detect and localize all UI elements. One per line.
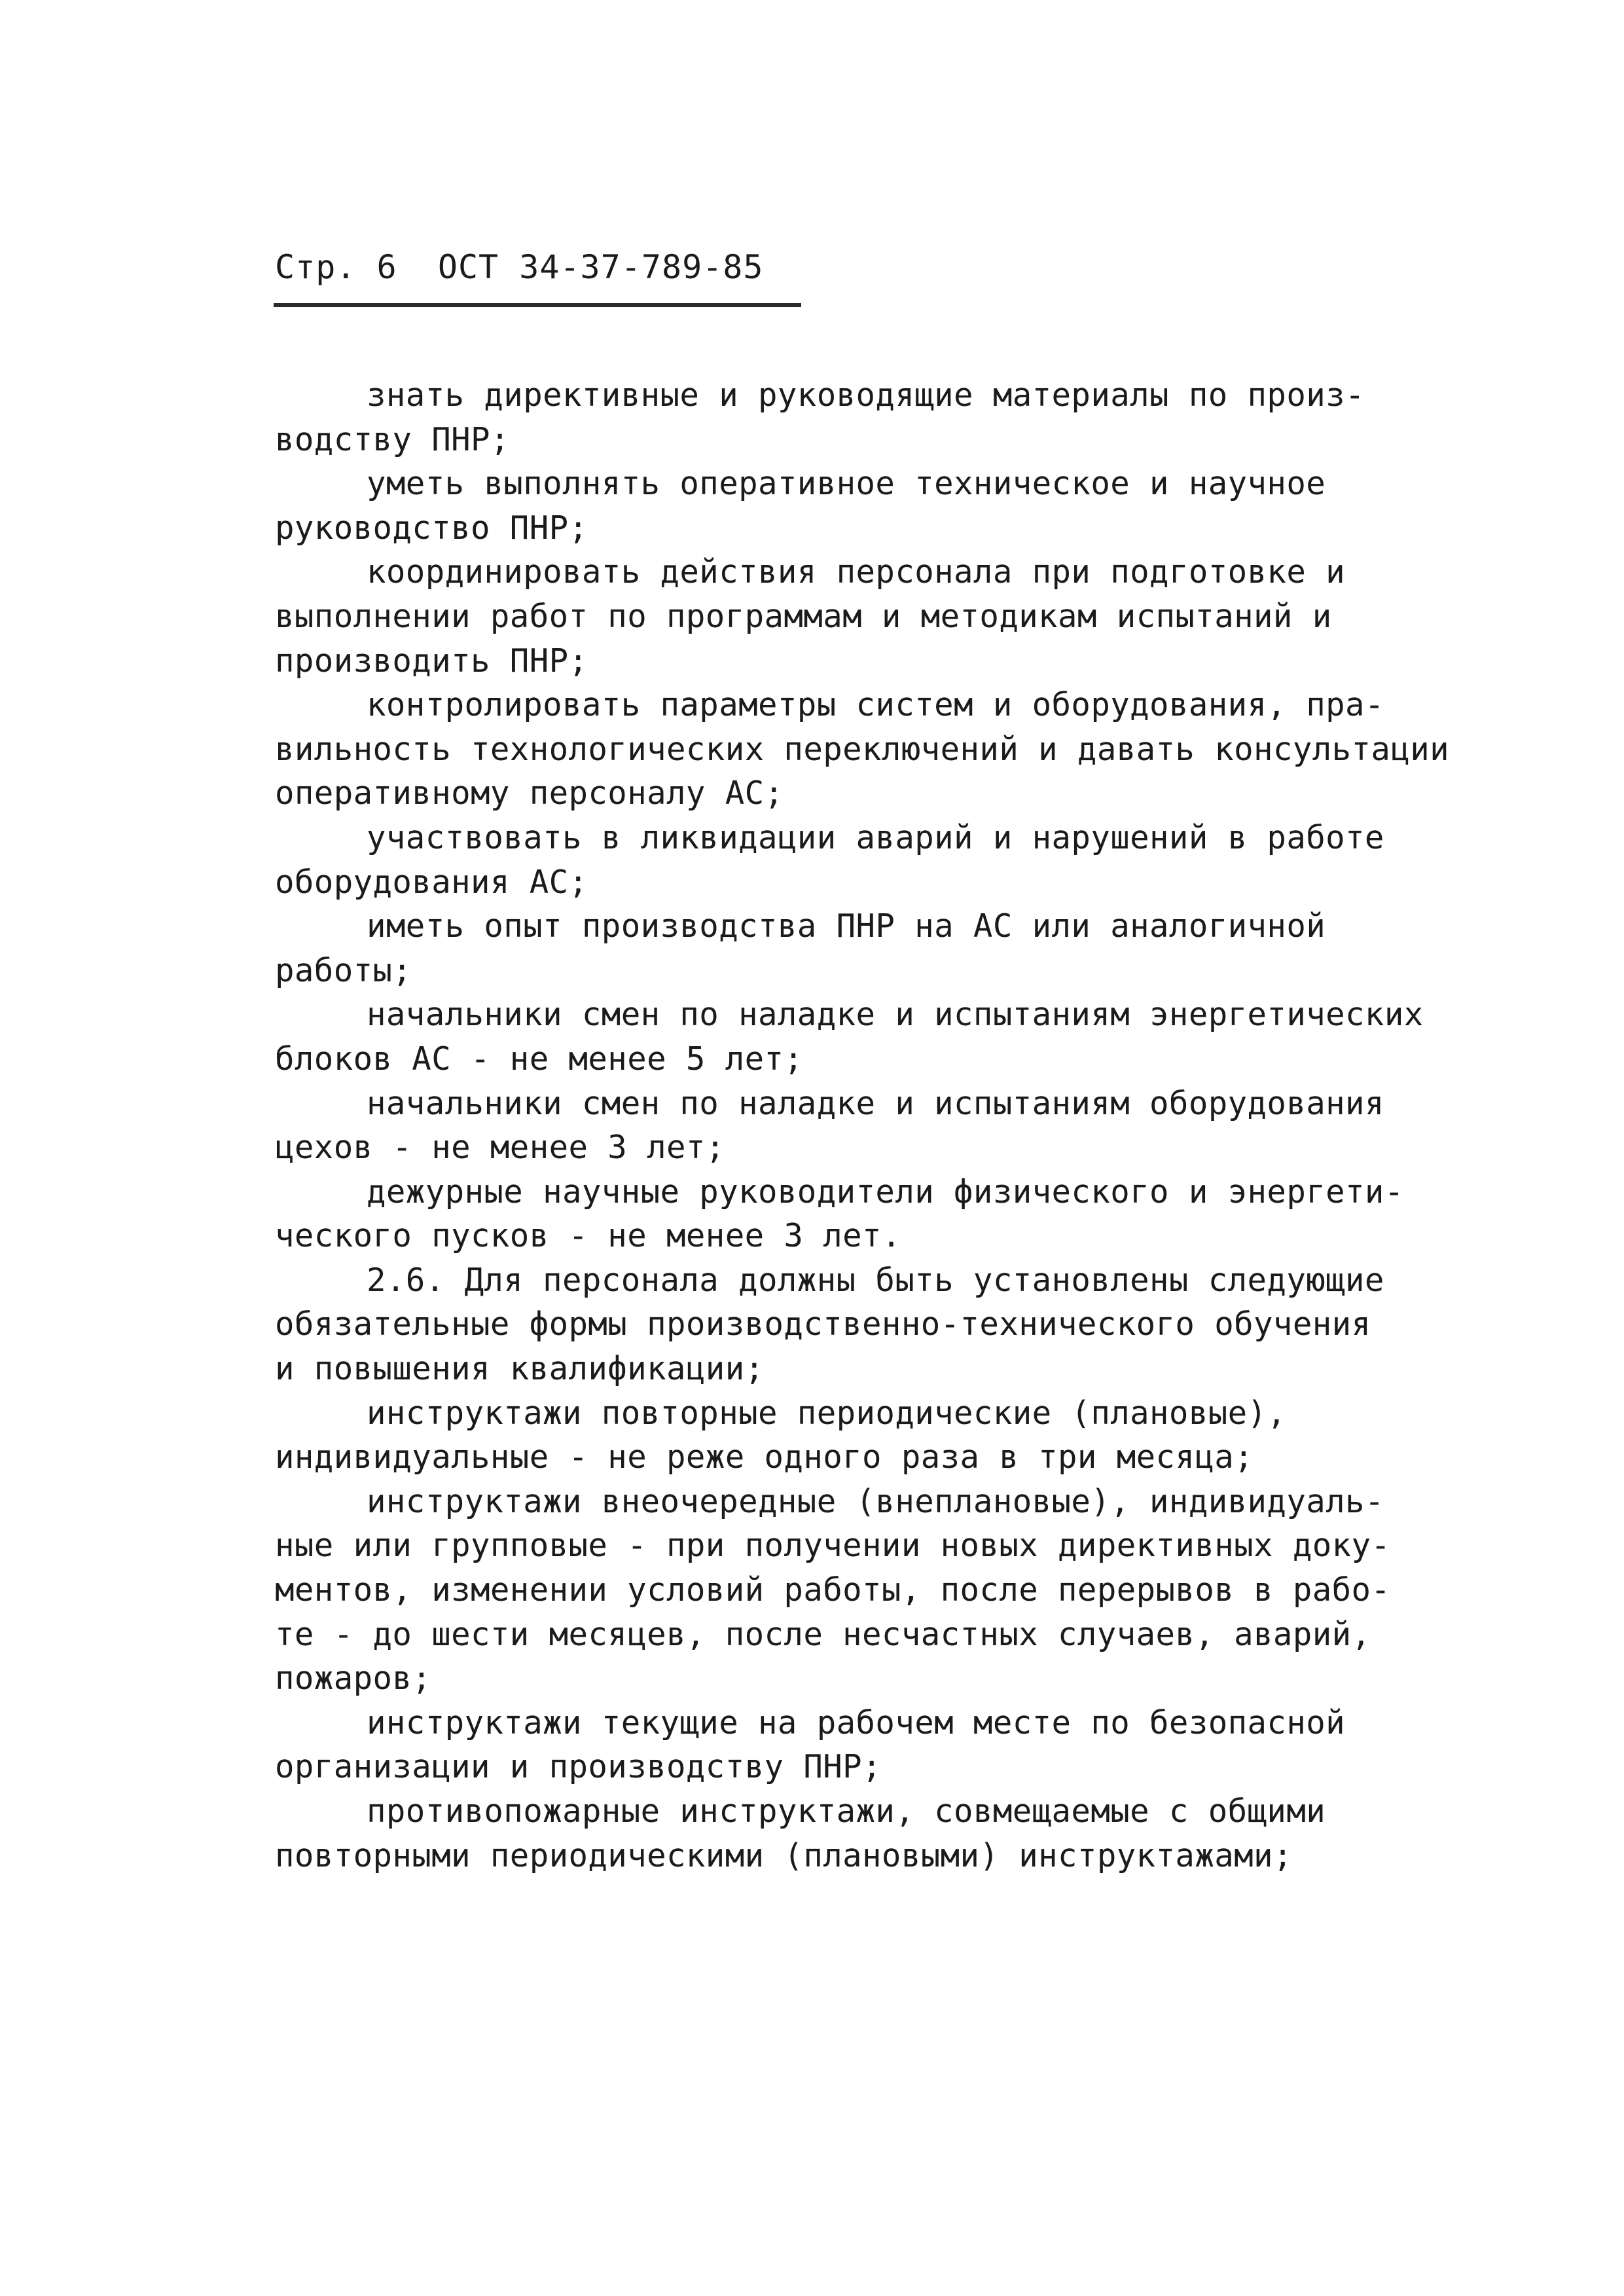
text-line: иметь опыт производства ПНР на АС или аналогичной [367,907,1326,945]
text-line: блоков АС - не менее 5 лет; [275,1040,804,1078]
header-underline [274,303,801,307]
text-line: ные или групповые - при получении новых директивных доку- [275,1527,1391,1565]
text-line: организации и производству ПНР; [275,1748,882,1786]
text-line: выполнении работ по программам и методикам испытаний и [275,597,1332,635]
text-line: водству ПНР; [275,420,510,458]
text-line: ментов, изменении условий работы, после перерывов в рабо- [275,1571,1391,1609]
text-line: инструктажи текущие на рабочем месте по безопасной [367,1704,1346,1741]
text-line: оборудования АС; [275,863,588,901]
text-line: и повышения квалификации; [275,1350,765,1388]
text-line: знать директивные и руководящие материалы по произ- [367,376,1365,414]
text-line: вильность технологических переключений и давать консультации [275,730,1450,768]
text-line: координировать действия персонала при подготовке и [367,553,1346,591]
text-line: участвовать в ликвидации аварий и нарушений в работе [367,818,1384,856]
text-line: работы; [275,951,412,989]
text-line: повторными периодическими (плановыми) инструктажами; [275,1836,1293,1874]
text-line: инструктажи внеочередные (внеплановые), индивидуаль- [367,1482,1384,1520]
text-line: производить ПНР; [275,642,588,680]
body-text [275,373,1450,1878]
document-code: ОСТ 34-37-789-85 [437,248,764,286]
text-line: уметь выполнять оперативное техническое и научное [367,465,1326,503]
text-line: пожаров; [275,1660,432,1698]
text-line: начальники смен по наладке и испытаниям оборудования [367,1084,1384,1122]
text-line: обязательные формы производственно-технического обучения [275,1305,1371,1343]
text-line: те - до шести месяцев, после несчастных случаев, аварий, [275,1615,1371,1653]
text-line: начальники смен по наладке и испытаниям энергетических [367,996,1424,1034]
text-line: дежурные научные руководители физического и энергети- [367,1173,1404,1211]
text-line: противопожарные инструктажи, совмещаемые с общими [367,1793,1326,1830]
text-line: оперативному персоналу АС; [275,774,784,812]
text-line: инструктажи повторные периодические (плановые), [367,1394,1287,1432]
text-line: ческого пусков - не менее 3 лет. [275,1217,901,1255]
section-heading: 2.6. Для персонала должны быть установлены следующие [367,1261,1384,1299]
page-header [275,247,763,287]
text-line: руководство ПНР; [275,509,588,547]
page-number: Стр. 6 [275,248,397,286]
text-line: цехов - не менее 3 лет; [275,1129,725,1167]
text-line: индивидуальные - не реже одного раза в три месяца; [275,1438,1254,1476]
text-line: контролировать параметры систем и оборудования, пра- [367,686,1384,724]
